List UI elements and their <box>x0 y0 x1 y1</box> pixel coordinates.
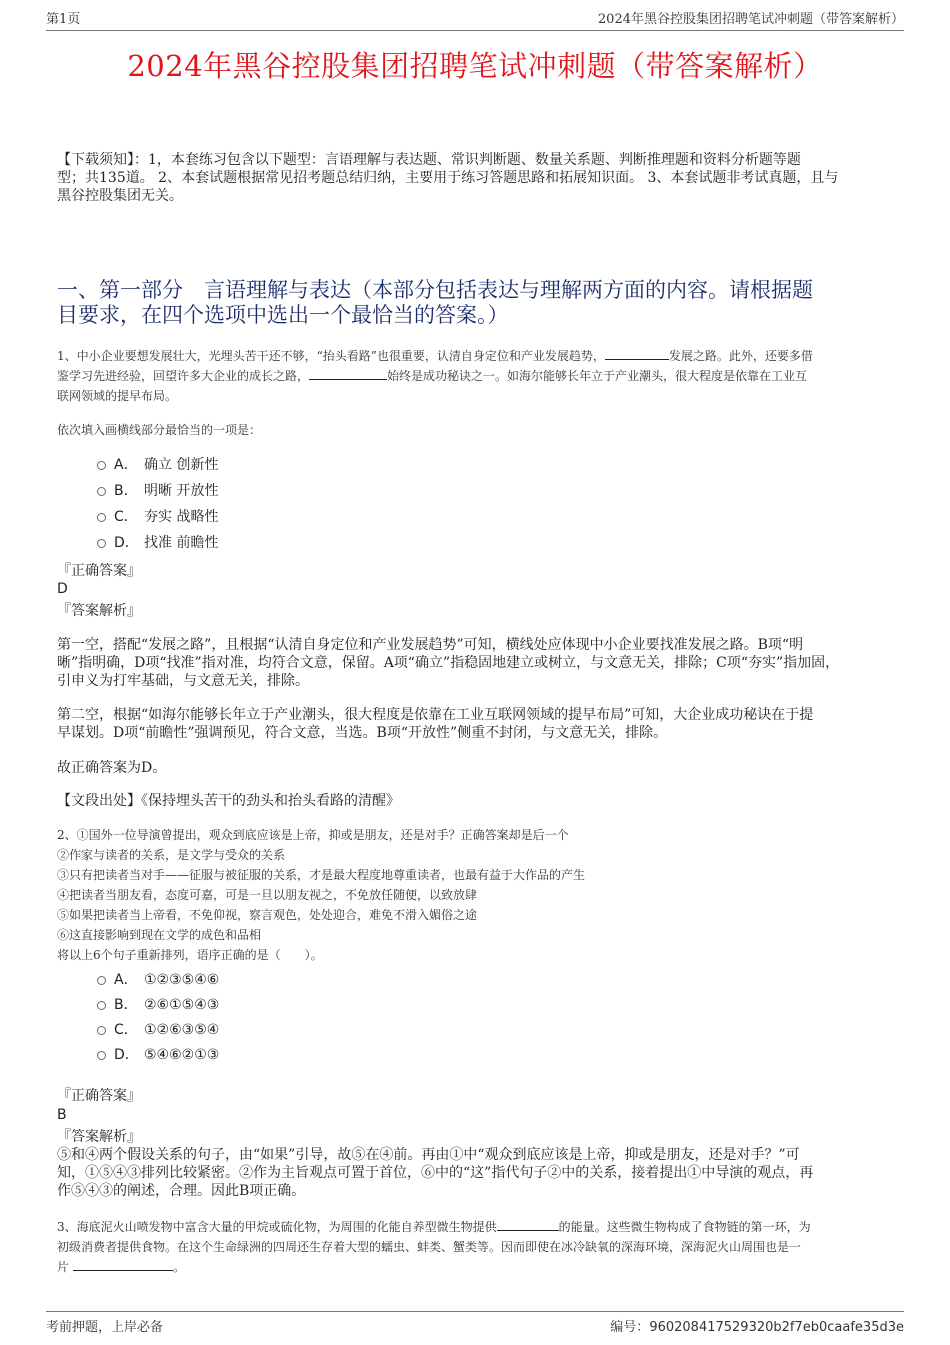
radio-icon[interactable] <box>97 976 106 985</box>
option-text: 确立 创新性 <box>144 457 219 473</box>
footer-slogan: 考前押题，上岸必备 <box>46 1320 164 1335</box>
correct-answer: B <box>57 1107 67 1123</box>
option-text: 找准 前瞻性 <box>144 535 219 551</box>
correct-answer-label: 『正确答案』 <box>57 563 141 579</box>
option-letter: D． <box>114 535 139 551</box>
analysis-conclusion: 故正确答案为D。 <box>57 760 167 776</box>
option-letter: A． <box>114 972 138 988</box>
page-title: 2024年黑谷控股集团招聘笔试冲刺题（带答案解析） <box>127 49 823 83</box>
sentence-4: ④把读者当朋友看，态度可嘉，可是一旦以朋友视之，不免放任随便，以致放肆 <box>57 888 478 902</box>
notice-line-1: 1，本套练习包含以下题型：言语理解与表达题、常识判断题、数量关系题、判断推理题和资料分析题等题 <box>148 152 801 168</box>
analysis-line: 第二空，根据“如海尔能够长年立于产业潮头，很大程度是依靠在工业互联网领域的提早布局”可知，大企业成功秘诀在于提 <box>57 707 814 723</box>
q2-prompt: 将以上6个句子重新排列，语序正确的是（ ）。 <box>57 948 323 962</box>
option-letter: D． <box>114 1047 139 1063</box>
option-letter: B． <box>114 997 138 1013</box>
radio-icon[interactable] <box>97 1051 106 1060</box>
option-letter: C． <box>114 1022 138 1038</box>
q3-text: 。 <box>173 1260 186 1274</box>
analysis-line: 早谋划。D项“前瞻性”强调预见，符合文意，当选。B项“开放性”侧重不封闭，与文意无关，排除。 <box>57 725 668 741</box>
question-3-stem <box>57 1217 907 1277</box>
correct-answer-label: 『正确答案』 <box>57 1088 141 1104</box>
q1-text: 发展之路。此外，还要多借 <box>668 349 813 363</box>
option-d[interactable] <box>97 1045 219 1065</box>
q3-text: 初级消费者提供食物。在这个生命绿洲的四周还生存着大型的蠕虫、蚌类、蟹类等。因而即使在冰冷缺氧的深海环境，深海泥火山周围也是一 <box>57 1240 802 1254</box>
passage-source: 【文段出处】《保持埋头苦干的劲头和抬头看路的清醒》 <box>57 793 400 809</box>
option-letter: A． <box>114 457 138 473</box>
notice-line-2: 型；共135道。 2、本套试题根据常见招考题总结归纳，主要用于练习答题思路和拓展知识面。 3、本套试题非考试真题，且与 <box>57 170 839 186</box>
analysis-label: 『答案解析』 <box>57 603 141 619</box>
q3-text: 片 <box>57 1260 70 1274</box>
radio-icon[interactable] <box>97 513 106 522</box>
radio-icon[interactable] <box>97 487 106 496</box>
analysis-line: 作⑤④③的阐述，合理。因此B项正确。 <box>57 1183 306 1199</box>
question-2-stem <box>57 825 907 967</box>
footer-code-label: 编号： <box>610 1320 650 1335</box>
page-number: 第1页 <box>46 12 81 27</box>
q1-text: 始终是成功秘诀之一。如海尔能够长年立于产业潮头，很大程度是依靠在工业互 <box>387 369 808 383</box>
correct-answer: D <box>57 581 68 597</box>
sentence-6: ⑥这直接影响到现在文学的成色和品相 <box>57 928 262 942</box>
option-a[interactable] <box>97 970 219 990</box>
fill-blank-2 <box>309 366 387 380</box>
q1-prompt: 依次填入画横线部分最恰当的一项是： <box>57 423 262 437</box>
notice-line-3: 黑谷控股集团无关。 <box>57 188 183 204</box>
analysis-line: 知，①⑤④③排列比较紧密。②作为主旨观点可置于首位，⑥中的“这”指代句子②中的关系，接着提出①中导演的观点，再 <box>57 1165 814 1181</box>
header-divider <box>46 30 904 31</box>
option-b[interactable] <box>97 995 219 1015</box>
section-heading-line-1: 一、第一部分 言语理解与表达（本部分包括表达与理解两方面的内容。请根据题 <box>57 278 813 302</box>
radio-icon[interactable] <box>97 461 106 470</box>
option-text: ②⑥①⑤④③ <box>144 997 220 1013</box>
option-d[interactable] <box>97 533 218 553</box>
notice-prefix: 【下载须知】： <box>57 152 148 168</box>
option-c[interactable] <box>97 1020 219 1040</box>
radio-icon[interactable] <box>97 1001 106 1010</box>
q3-text: 3、海底泥火山喷发物中富含大量的甲烷或硫化物，为周围的化能自养型微生物提供 <box>57 1220 497 1234</box>
option-b[interactable] <box>97 481 218 501</box>
analysis-line: 第一空，搭配“发展之路”，且根据“认清自身定位和产业发展趋势”可知，横线处应体现中小企业要找准发展之路。B项“明 <box>57 637 804 653</box>
analysis-paragraph-1 <box>57 636 907 690</box>
option-text: 夯实 战略性 <box>144 509 219 525</box>
analysis-paragraph-2 <box>57 706 907 742</box>
analysis-label: 『答案解析』 <box>57 1129 141 1145</box>
footer-code-value: 960208417529320b2f7eb0caafe35d3e <box>649 1320 904 1335</box>
radio-icon[interactable] <box>97 539 106 548</box>
analysis-line: 晰”指明确，D项“找准”指对准，均符合文意，保留。A项“确立”指稳固地建立或树立，与文意无关，排除；C项“夯实”指加固， <box>57 655 840 671</box>
question-1-stem <box>57 346 907 406</box>
q3-text: 的能量。这些微生物构成了食物链的第一环，为 <box>558 1220 811 1234</box>
option-letter: C． <box>114 509 138 525</box>
fill-blank-1 <box>605 346 669 360</box>
q2-analysis <box>57 1146 907 1200</box>
section-heading <box>57 278 907 328</box>
q1-text: 联网领域的提早布局。 <box>57 389 178 403</box>
fill-blank-2 <box>73 1257 173 1271</box>
footer-code <box>610 1316 904 1335</box>
option-c[interactable] <box>97 507 218 527</box>
sentence-2: ②作家与读者的关系，是文学与受众的关系 <box>57 848 286 862</box>
sentence-5: ⑤如果把读者当上帝看，不免仰视，察言观色，处处迎合，难免不滑入媚俗之途 <box>57 908 478 922</box>
q1-text: 1、中小企业要想发展壮大，光埋头苦干还不够，“抬头看路”也很重要，认清自身定位和产业发展趋势， <box>57 349 605 363</box>
option-text: ①②⑥③⑤④ <box>144 1022 220 1038</box>
analysis-line: ⑤和④两个假设关系的句子，由“如果”引导，故⑤在④前。再由①中“观众到底应该是上帝，抑或是朋友，还是对手？”可 <box>57 1147 800 1163</box>
footer-divider <box>46 1311 904 1312</box>
radio-icon[interactable] <box>97 1026 106 1035</box>
sentence-3: ③只有把读者当对手——征服与被征服的关系，才是最大程度地尊重读者，也最有益于大作品的产生 <box>57 868 586 882</box>
option-a[interactable] <box>97 455 218 475</box>
sentence-1: 2、①国外一位导演曾提出，观众到底应该是上帝，抑或是朋友，还是对手？正确答案却是后一个 <box>57 828 569 842</box>
option-text: ①②③⑤④⑥ <box>144 972 220 988</box>
q1-text: 鉴学习先进经验，回望许多大企业的成长之路， <box>57 369 310 383</box>
section-heading-line-2: 目要求，在四个选项中选出一个最恰当的答案。） <box>57 303 509 327</box>
analysis-line: 引申义为打牢基础，与文意无关，排除。 <box>57 673 309 689</box>
option-letter: B． <box>114 483 138 499</box>
option-text: ⑤④⑥②①③ <box>144 1047 220 1063</box>
option-text: 明晰 开放性 <box>144 483 219 499</box>
header-doc-title: 2024年黑谷控股集团招聘笔试冲刺题（带答案解析） <box>597 12 904 27</box>
download-notice <box>57 151 907 205</box>
fill-blank-1 <box>497 1217 559 1231</box>
